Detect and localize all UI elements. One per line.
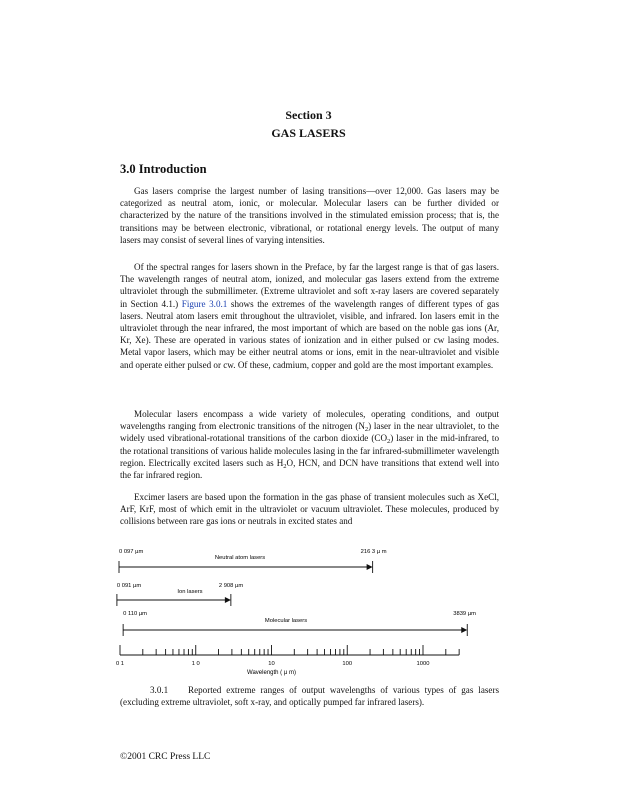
arrowhead-icon [367, 564, 373, 570]
caption-number: 3.0.1 [150, 685, 169, 695]
section-title: GAS LASERS [271, 126, 346, 140]
subscript: 2 [364, 426, 369, 434]
tick-label: 0 1 [115, 661, 125, 667]
tick-label: 1000 [416, 661, 430, 667]
tick-label: 100 [342, 661, 353, 667]
x-axis-label: Wavelength ( μ m) [247, 670, 296, 676]
tick-label: 10 [268, 661, 275, 667]
range-start-label: 0 091 µm [116, 583, 142, 589]
range-start-label: 0 110 µm [123, 611, 147, 617]
paragraph-1: Gas lasers comprise the largest number of lasing transitions—over 12,000. Gas lasers may be categorized as neutral atom, ionic, or molecular. Molecular lasers can be further divided or characterized by the nature of the transitions involved in the stimulated emission process; that is, the transitions may be between electronic, vibrational, or rotational energy levels. The output of many lasers may consist of several lines of varying intensities. [120, 186, 499, 245]
range-name-label: Molecular lasers [264, 618, 308, 624]
section-heading: 3.0 Introduction [120, 162, 207, 176]
arrowhead-icon [225, 597, 231, 603]
subscript: 2 [283, 462, 287, 470]
range-start-label: 0 097 µm [118, 549, 144, 555]
arrowhead-icon [461, 627, 467, 633]
caption-text: Reported extreme ranges of output wavelengths of various types of gas lasers (excluding extreme ultraviolet, soft x-ray, and optically pumped far infrared lasers). [120, 685, 500, 708]
paragraph-3-text-3: ) laser in the mid-infrared, to the rotational transitions of various halide molecules lasing in the far infrared-submillimeter wavelength region. Electrically excited lasers such as H [120, 433, 499, 468]
figure-caption [120, 684, 499, 708]
section-number: Section 3 [285, 108, 332, 122]
range-end-label: 3839 µm [453, 611, 476, 617]
paragraph-3-text-4: O, HCN, and DCN have transitions that extend well into the far infrared region. [120, 457, 500, 481]
range-end-label: 216 3 µ m [360, 549, 387, 555]
figure-link[interactable]: Figure 3.0.1 [181, 298, 228, 309]
paragraph-2-text-a: Of the spectral ranges for lasers shown in the Preface, by far the largest range is that of gas lasers. The wavelength ranges of neutral atom, ionized, and molecular gas lasers extend from the extreme ultraviolet through the submillimeter. (Extreme ultraviolet and soft x-ray lasers are covered separately in Section 4.1.) [120, 262, 499, 309]
paragraph-4: Excimer lasers are based upon the formation in the gas phase of transient molecules such as XeCl, ArF, KrF, most of which emit in the ultraviolet or vacuum ultraviolet. These molecules, produced by collisions between rare gas ions or neutrals in excited states and [120, 492, 499, 527]
range-end-label: 2 908 µm [218, 583, 244, 589]
range-name-label: Neutral atom lasers [214, 555, 266, 561]
range-name-label: Ion lasers [177, 589, 203, 595]
copyright-footer: ©2001 CRC Press LLC [120, 752, 211, 762]
subscript: 2 [387, 438, 391, 446]
tick-label: 1 0 [191, 661, 200, 667]
paragraph-3-text-1: Molecular lasers encompass a wide variety of molecules, operating conditions, and output wavelengths ranging from electronic transitions of the nitrogen (N [120, 409, 499, 432]
paragraph-2-text-b: shows the extremes of the wavelength ranges of different types of gas lasers. Neutral atom lasers emit throughout the ultraviolet, visible, and infrared. Ion lasers emit in the ultraviolet through the near infrared, the most important of which are based on the noble gas ions (Ar, Kr, Xe). These are operated in various states of ionization and in either pulsed or cw lasing modes. Metal vapor lasers, which may be either neutral atoms or ions, emit in the near-ultraviolet and visible and operate either pulsed or cw. Of these, cadmium, copper and gold are the most important examples. [120, 298, 499, 370]
paragraph-3-text-2: ) laser in the near ultraviolet, to the widely used vibrational-rotational transitions of the carbon dioxide (CO [120, 421, 499, 444]
